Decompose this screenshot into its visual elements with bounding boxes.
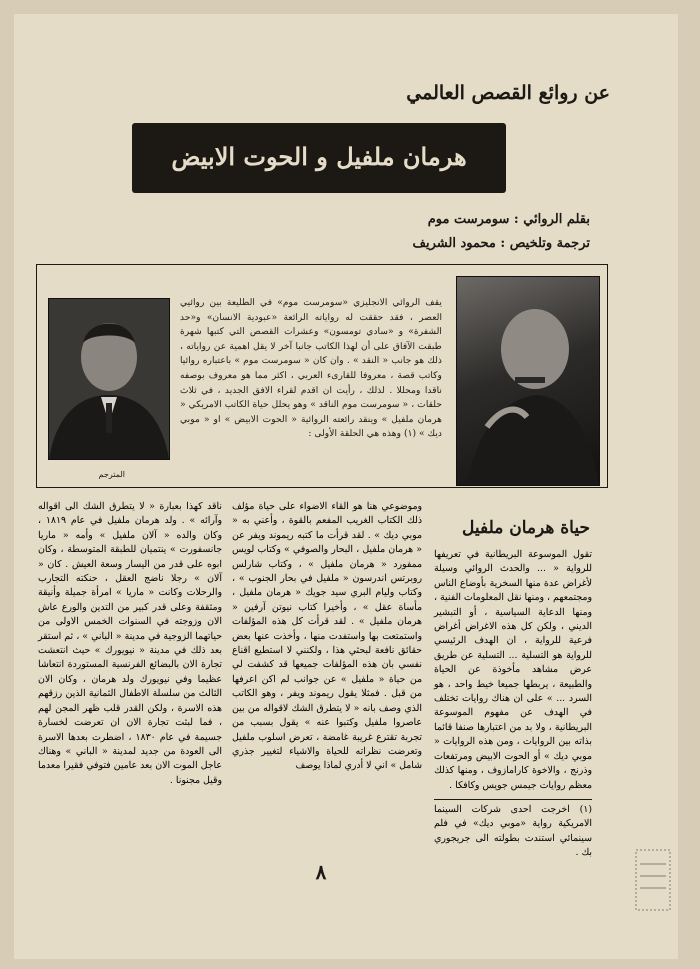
author-portrait-image: [457, 277, 599, 485]
column-left: [38, 500, 222, 788]
title-right: هرمان ملفيل: [336, 142, 467, 171]
intro-paragraph: يقف الروائي الانجليزي «سومرست موم» في الطليعة بين روائيي العصر ، فقد حققت له رواياته الرائعة «عبودية الانسان» و«حد الشفرة» و «سادي تومسون» وعشرات القصص التي كتبها شهرة طبقت الآفاق على أن لهذا الكاتب جانبا آخر لا يقل اهمية عن رواياته ، ذلك هو جانب « النقد » . وان كان « سومرست موم » باعتباره روائيا وكاتب قصة ، معروفا للقارىء العربي ، اكثر مما هو معروف بوصفه ناقدا ومحللا . لذلك ، رأيت ان اقدم لقراء الافق الجديد ، في ثلاث حلقات ، « سومرست موم الناقد » وهو يحلل حياة الكاتب الامريكي « هرمان ملفيل » وينقد رائعته الروائية « الحوت الابيض » او « موبي ديك » (١) وهذه هي الحلقة الأولى :: [180, 297, 442, 440]
column-middle-text: وموضوعي هنا هو القاء الاضواء على حياة مؤلف ذلك الكتاب الغريب المفعم بالقوة ، وأعني به « موبي ديك » . لقد قرأت ما كتبه ريموند ويفر عن « هرمان ملفيل ، البحار والصوفي » وكتاب لويس ممفورد « هرمان ملفيل » ، وكتاب شارلس روبرتس اندرسون « ملفيل في بحار الجنوب » ، وكتاب وليام البري سيد جويك « هرمان ملفيل ، مأساة عقل » ، وأخيرا كتاب نيوتن آرفين « هرمان ملفيل » . لقد قرأت كل هذه المؤلفات واستمتعت بها واستفدت منها ، وأخذت عنها بعض حقائق نافعة لبحثي هذا ، ولكنني لا استطيع اقناع نفسي بان هذه المؤلفات جميعها قد كشفت لي من حياة « ملفيل » عن جوانب لم اكن اعرفها من قبل . فمثلا يقول ريموند ويفر ، وهو الكاتب الذي وصف بانه « لا يتطرق الشك لاقواله من بين عاصروا ملفيل وكتبوا عنه » يقول بسبب من تجربة تقترع غريبة غامضة ، تعرض اسلوب ملفيل وتعرضت نظراته للحياة والاشياء لتغيير جذري شامل » اني لا أدري لماذا يوصف: [232, 501, 422, 772]
article-title: [148, 137, 490, 177]
author-photo: [456, 276, 600, 486]
series-heading: عن روائع القصص العالمي: [406, 82, 610, 104]
page-number: ٨: [315, 860, 327, 884]
translator-caption: المترجم: [98, 470, 125, 479]
stamp-mark: [634, 846, 674, 916]
translator-photo: [48, 298, 170, 460]
author-line: بقلم الروائي : سومرست موم: [427, 212, 590, 227]
column-right: [434, 548, 592, 861]
column-middle: [232, 500, 422, 774]
title-left: الحوت الابيض: [171, 142, 308, 171]
translator-portrait-image: [49, 299, 169, 459]
title-banner: [132, 123, 506, 193]
column-right-text: تقول الموسوعة البريطانية في تعريفها للرواية « ... والحدث الروائي وسيلة لأغراض عدة منها السخرية بأوضاع الناس ومجتمعهم ، ومنها نقل المعلومات الفنية ، ومنها الدعاية السياسية ، أو التبشير الديني ، ولكن كل هذه الاغراض أغراض فرعية للرواية ، ان الهدف الرئيسي للرواية هو التسلية ... التسلية عن طريق عرض مشاهد مأخوذة عن الحياة والطبيعة ، يربطها جميعا خيط واحد ، هو السرد ... » على ان هناك روايات تختلف في الهدف عن مفهوم الموسوعة البريطانية ، ولا بد من اعتبارها صنفا قائما بذاته بين الروايات ، ومن هذه الروايات « موبي ديك » أو الحوت الابيض ومرتفعات وذرنج ، والاخوة كارامازوف ، ومنها كذلك معظم روايات جيمس جويس وكافكا .: [434, 549, 592, 791]
library-stamp: [634, 846, 674, 916]
translator-line: ترجمة وتلخيص : محمود الشريف: [412, 236, 590, 251]
column-left-text: ناقد كهذا بعبارة « لا يتطرق الشك الى اقواله وآرائه » . ولد هرمان ملفيل في عام ١٨١٩ ، وكان والده « آلان ملفيل » وأمه « ماريا جانسفورت » ينتميان للطبقة المتوسطة ، وكان ابوه على قدر من اليسار وسعة العيش . كان « آلان » رجلا ناضج العقل ، حنكته التجارب والرحلات وكانت « ماريا » امرأة جميلة وأنيقة ومثقفة وعلى قدر كبير من التدين والورع عاش الان وزوجته في السنوات الخمس الاولى من حياتهما الزوجية في مدينة « الباني » ، ثم استقر بعد ذلك في مدينة « نيويورك » حيث انتعشت تجارة الان بالبضائع الفرنسية المستوردة انتعاشا عظيما وفي نيويورك ولد هرمان ، وكان الان الثالث من سلسلة الاطفال الثمانية الذين رزقهم هذه الاسرة ، ولكن القدر قلب ظهر المجن لهم ، فما لبثت تجارة الان ان تعرضت لخسارة جسيمة في عام ١٨٣٠ ، اضطرت بعدها الاسرة الى العودة من جديد لمدينة « الباني » وهناك عاجل الموت الان بعد عامين فتوفي فقيرا معدما وقيل مجنونا .: [38, 501, 222, 786]
section-heading: حياة هرمان ملفيل: [461, 518, 590, 538]
footnote: (١) اخرجت احدى شركات السينما الامريكية رواية «موبي ديك» في فلم سينمائي استندت بطولته الى جريجوري بك .: [434, 799, 592, 861]
title-connector: و: [316, 142, 328, 171]
